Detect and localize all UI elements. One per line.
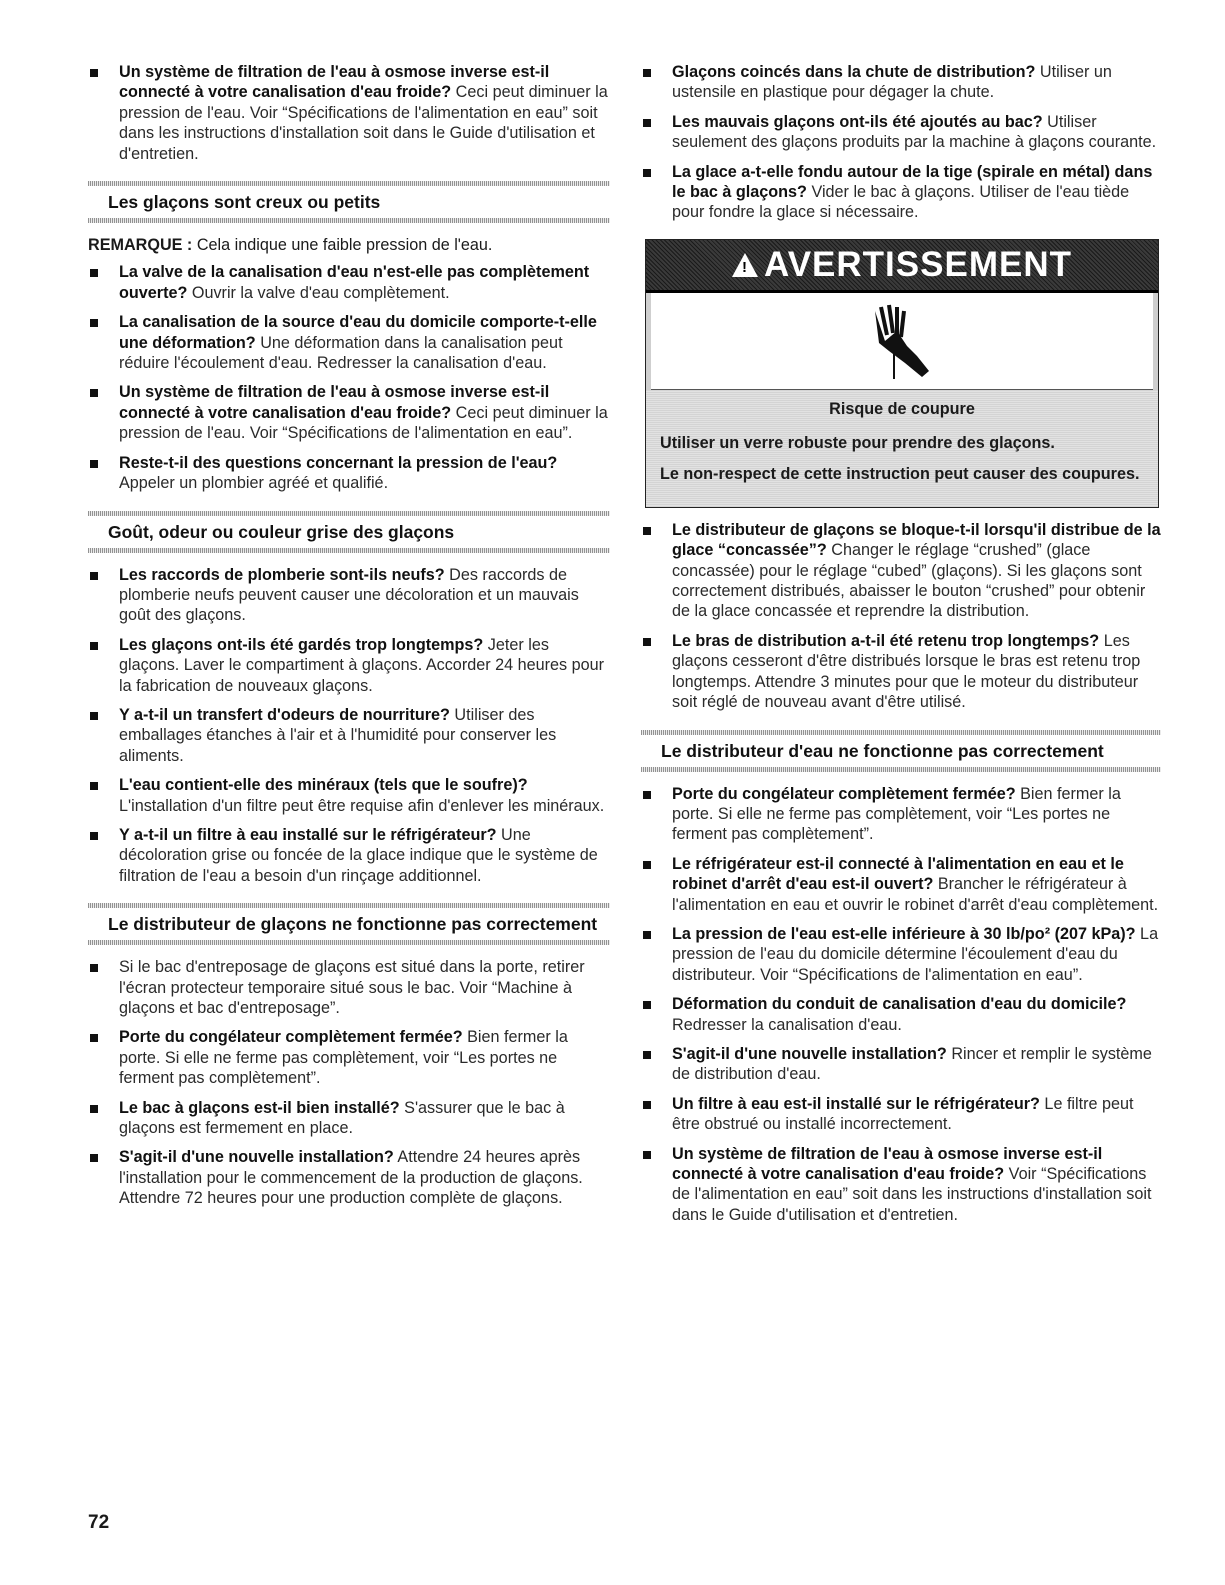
- bullet-icon: [643, 931, 651, 939]
- bullet-icon: [90, 832, 98, 840]
- section-header: [88, 903, 610, 945]
- bullet-icon: [90, 460, 98, 468]
- section-divider: [88, 548, 610, 553]
- right-column: [641, 62, 1161, 1234]
- left-column: [88, 62, 610, 1218]
- section-title: Le distributeur de glaçons ne fonctionne pas correctement: [108, 914, 598, 935]
- list-item: Les mauvais glaçons ont-ils été ajoutés au bac? Utiliser seulement des glaçons produits par la machine à glaçons courante.: [641, 112, 1161, 153]
- bullet-icon: [90, 712, 98, 720]
- bullet-icon: [643, 1051, 651, 1059]
- bullet-icon: [643, 119, 651, 127]
- list-item: Les raccords de plomberie sont-ils neufs? Des raccords de plomberie neufs peuvent causer une décoloration et un mauvais goût des glaçons.: [88, 565, 610, 626]
- warning-banner: [646, 240, 1158, 293]
- warning-box: [645, 239, 1159, 508]
- bullet-icon: [90, 782, 98, 790]
- list-item: S'agit-il d'une nouvelle installation? Rincer et remplir le système de distribution d'eau.: [641, 1044, 1161, 1085]
- list-item: Le réfrigérateur est-il connecté à l'alimentation en eau et le robinet d'arrêt d'eau est-il ouvert? Brancher le réfrigérateur à l'alimentation en eau et ouvrir le robinet d'arrêt d'eau complètement.: [641, 854, 1161, 915]
- section-divider: [88, 940, 610, 945]
- bullet-icon: [643, 1151, 651, 1159]
- list-item: La pression de l'eau est-elle inférieure à 30 lb/po² (207 kPa)? La pression de l'eau du domicile détermine l'écoulement d'eau du distributeur. Voir “Spécifications de l'alimentation en eau”.: [641, 924, 1161, 985]
- list-item: Porte du congélateur complètement fermée? Bien fermer la porte. Si elle ne ferme pas complètement, voir “Les portes ne ferment pas complètement”.: [88, 1027, 610, 1088]
- bullet-icon: [90, 69, 98, 77]
- section-header: [88, 511, 610, 553]
- list-item: La valve de la canalisation d'eau n'est-elle pas complètement ouverte? Ouvrir la valve d'eau complètement.: [88, 262, 610, 303]
- bullet-icon: [90, 1154, 98, 1162]
- list-item: Un filtre à eau est-il installé sur le réfrigérateur? Le filtre peut être obstrué ou installé incorrectement.: [641, 1094, 1161, 1135]
- list-item: S'agit-il d'une nouvelle installation? Attendre 24 heures après l'installation pour le commencement de la production de glaçons. Attendre 72 heures pour une production complète de glaçons.: [88, 1147, 610, 1208]
- bullet-icon: [643, 1101, 651, 1109]
- bullet-icon: [90, 642, 98, 650]
- list-item: L'eau contient-elle des minéraux (tels que le soufre)? L'installation d'un filtre peut être requise afin d'enlever les minéraux.: [88, 775, 610, 816]
- list-item: Un système de filtration de l'eau à osmose inverse est-il connecté à votre canalisation d'eau froide? Ceci peut diminuer la pression de l'eau. Voir “Spécifications de l'alimentation en eau”.: [88, 382, 610, 443]
- bullet-icon: [90, 1105, 98, 1113]
- list-item: La canalisation de la source d'eau du domicile comporte-t-elle une déformation? Une déformation dans la canalisation peut réduire l'écoulement d'eau. Redresser la canalisation d'eau.: [88, 312, 610, 373]
- list-item: Y a-t-il un transfert d'odeurs de nourriture? Utiliser des emballages étanches à l'air et à l'humidité pour conserver les aliments.: [88, 705, 610, 766]
- bullet-icon: [643, 527, 651, 535]
- list-item: Si le bac d'entreposage de glaçons est situé dans la porte, retirer l'écran protecteur temporaire situé sous le bac. Voir “Machine à glaçons et bac d'entreposage”.: [88, 957, 610, 1018]
- list-item: Un système de filtration de l'eau à osmose inverse est-il connecté à votre canalisation d'eau froide? Ceci peut diminuer la pression de l'eau. Voir “Spécifications de l'alimentation en eau” soit dans les instructions d'installation soit dans le Guide d'utilisation et d'entretien.: [88, 62, 610, 164]
- page-number: 72: [88, 1512, 110, 1533]
- note: REMARQUE : Cela indique une faible pression de l'eau.: [88, 236, 493, 255]
- list-item: Le bac à glaçons est-il bien installé? S'assurer que le bac à glaçons est fermement en place.: [88, 1098, 610, 1139]
- bullet-icon: [90, 389, 98, 397]
- section-divider: [641, 730, 1161, 735]
- bullet-icon: [90, 269, 98, 277]
- bullet-icon: [643, 1001, 651, 1009]
- list-item: Reste-t-il des questions concernant la pression de l'eau? Appeler un plombier agréé et qualifié.: [88, 453, 610, 494]
- list-item: Y a-t-il un filtre à eau installé sur le réfrigérateur? Une décoloration grise ou foncée de la glace indique que le système de filtration de l'eau a besoin d'un rinçage additionnel.: [88, 825, 610, 886]
- list-item: Glaçons coincés dans la chute de distribution? Utiliser un ustensile en plastique pour dégager la chute.: [641, 62, 1161, 103]
- section-divider: [88, 181, 610, 186]
- list-item: La glace a-t-elle fondu autour de la tige (spirale en métal) dans le bac à glaçons? Vider le bac à glaçons. Utiliser de l'eau tiède pour fondre la glace si nécessaire.: [641, 162, 1161, 223]
- section-divider: [88, 903, 610, 908]
- list-item: Le distributeur de glaçons se bloque-t-il lorsqu'il distribue de la glace “concassée”? Changer le réglage “crushed” (glace concassée) pour le réglage “cubed” (glaçons). Si les glaçons sont correctement distribués, abaisser le bouton “crushed” pour obtenir de la glace concassée et reprendre la distribution.: [641, 520, 1161, 622]
- bullet-icon: [643, 861, 651, 869]
- list-item: Porte du congélateur complètement fermée? Bien fermer la porte. Si elle ne ferme pas complètement, voir “Les portes ne ferment pas complètement”.: [641, 784, 1161, 845]
- section-header: [88, 181, 610, 223]
- list-item: Un système de filtration de l'eau à osmose inverse est-il connecté à votre canalisation d'eau froide? Voir “Spécifications de l'alimentation en eau” soit dans les instructions d'installation soit dans le Guide d'utilisation et d'entretien.: [641, 1144, 1161, 1226]
- bullet-icon: [643, 638, 651, 646]
- section-title: Goût, odeur ou couleur grise des glaçons: [108, 521, 455, 542]
- bullet-icon: [90, 319, 98, 327]
- cut-hand-hazard-icon: [867, 301, 937, 381]
- bullet-icon: [90, 964, 98, 972]
- warning-triangle-icon: [732, 253, 758, 277]
- bullet-icon: [643, 791, 651, 799]
- bullet-icon: [90, 1034, 98, 1042]
- section-header: [641, 730, 1161, 772]
- list-item: Déformation du conduit de canalisation d'eau du domicile? Redresser la canalisation d'eau.: [641, 994, 1161, 1035]
- section-title: Le distributeur d'eau ne fonctionne pas correctement: [661, 740, 1104, 761]
- warning-pictogram: [651, 293, 1153, 390]
- list-item: Le bras de distribution a-t-il été retenu trop longtemps? Les glaçons cesseront d'être distribués lorsque le bras est retenu trop longtemps. Attendre 3 minutes pour que le moteur du distributeur soit réglé de nouveau avant d'être utilisé.: [641, 631, 1161, 713]
- section-divider: [641, 767, 1161, 772]
- warning-body: [646, 390, 1158, 507]
- list-item: Les glaçons ont-ils été gardés trop longtemps? Jeter les glaçons. Laver le compartiment à glaçons. Accorder 24 heures pour la fabrication de nouveaux glaçons.: [88, 635, 610, 696]
- warning-consequence: Le non-respect de cette instruction peut causer des coupures.: [660, 464, 1140, 483]
- section-title: Les glaçons sont creux ou petits: [108, 192, 381, 213]
- warning-risk: Risque de coupure: [829, 399, 975, 418]
- bullet-icon: [643, 69, 651, 77]
- bullet-icon: [643, 169, 651, 177]
- warning-title: AVERTISSEMENT: [764, 244, 1072, 284]
- section-divider: [88, 218, 610, 223]
- section-divider: [88, 511, 610, 516]
- warning-instruction: Utiliser un verre robuste pour prendre des glaçons.: [660, 433, 1055, 452]
- bullet-icon: [90, 572, 98, 580]
